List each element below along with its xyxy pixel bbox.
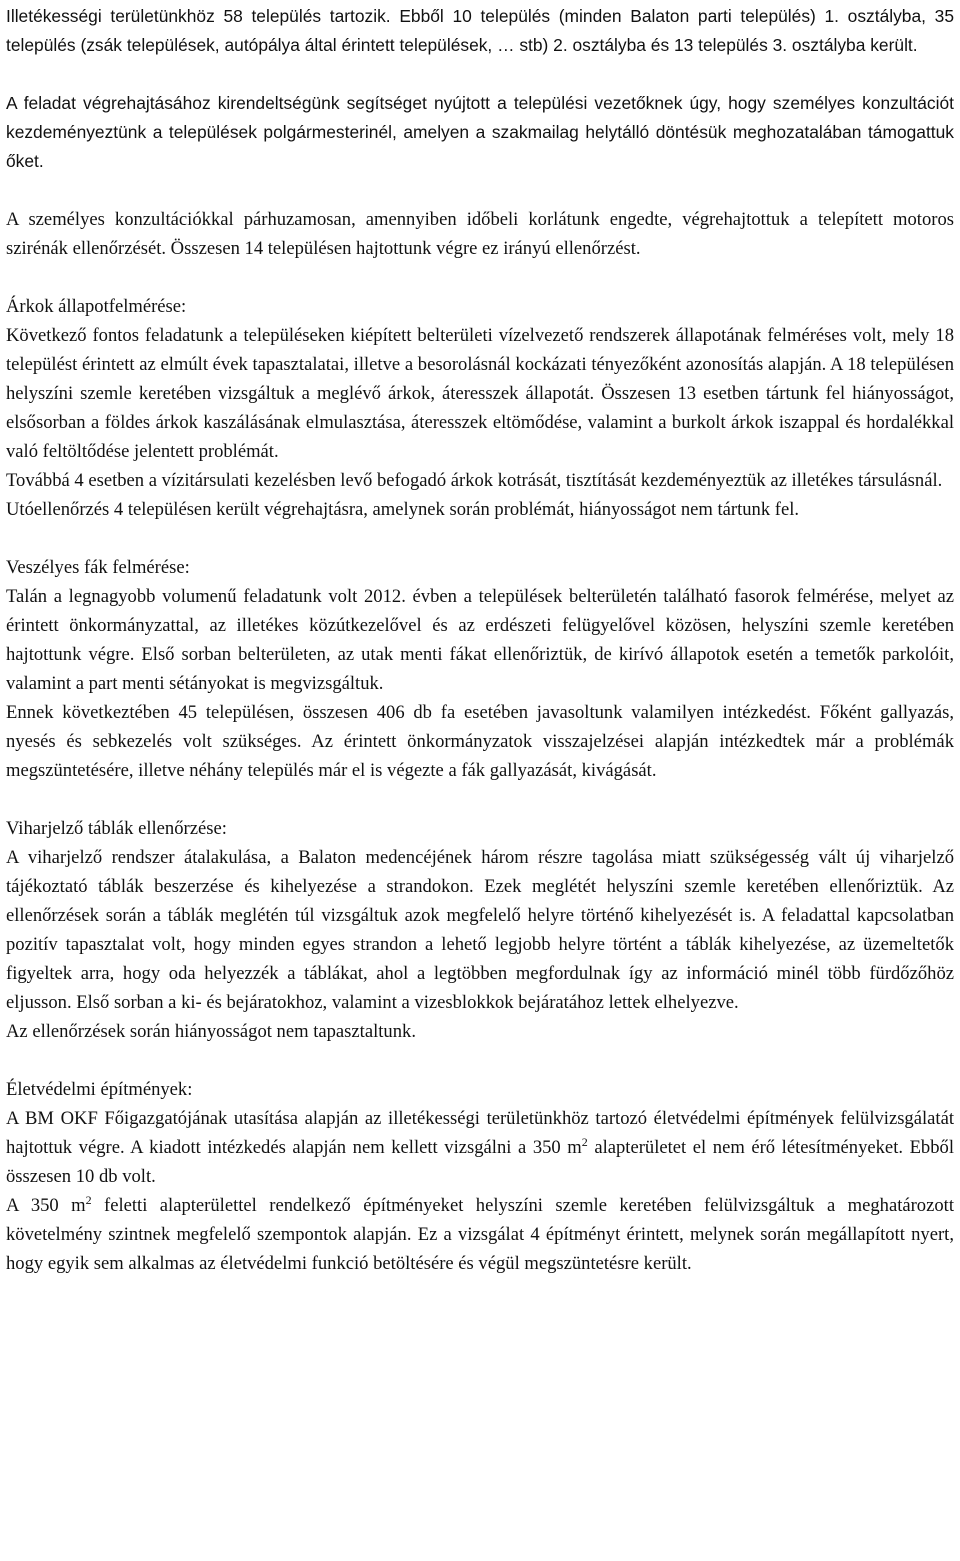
buildings-paragraph-2 bbox=[6, 1191, 954, 1278]
buildings-heading: Életvédelmi építmények: bbox=[6, 1079, 193, 1100]
buildings-p1-text-a: A BM OKF Főigazgatójának utasítása alapján az illetékességi területünkhöz tartozó életvédelmi építmények felülvizsgálatát hajtottuk végre. A kiadott intézkedés alapján nem kellett vizsgálni a 350 m bbox=[6, 1108, 954, 1158]
signs-paragraph-2: Az ellenőrzések során hiányosságot nem tapasztaltunk. bbox=[6, 1021, 416, 1042]
signs-heading: Viharjelző táblák ellenőrzése: bbox=[6, 818, 227, 839]
buildings-p1-superscript: 2 bbox=[581, 1135, 588, 1149]
signs-paragraph-1: A viharjelző rendszer átalakulása, a Balaton medencéjének három részre tagolása miatt szükségesség vált új viharjelző tájékoztató táblák beszerzése és kihelyezése a strandokon. Ezek meglétét helyszíni szemle keretében ellenőriztük. Az ellenőrzések során a táblák meglétén túl vizsgáltuk azok megfelelő helyre történő kihelyezését is. A feladattal kapcsolatban pozitív tapasztalat volt, hogy minden egyes strandon a lehető legjobb helyre történt a táblák kihelyezése, az üzemeltetők figyeltek arra, hogy oda helyezzék a táblákat, ahol a legtöbben megfordulnak így az információ minél több fürdőzőhöz eljusson. Első sorban a ki- és bejáratokhoz, valamint a vizesblokkok bejáratához lettek elhelyezve. bbox=[6, 847, 954, 1013]
document-page bbox=[6, 2, 954, 1278]
siren-check-paragraph bbox=[6, 205, 954, 263]
trees-paragraph-1: Talán a legnagyobb volumenű feladatunk volt 2012. évben a települések belterületén található fasorok felmérése, melyet az érintett önkormányzattal, az illetékes közútkezelővel és az erdészeti felügyelővel közösen, helyszíni szemle keretében hajtottunk végre. Első sorban belterületen, az utak menti fákat ellenőriztük, de kirívó állapotok esetén a temetők parkolóit, valamint a part menti sétányokat is megvizsgáltuk. bbox=[6, 586, 954, 694]
buildings-p2-superscript: 2 bbox=[85, 1193, 92, 1207]
buildings-paragraph-1 bbox=[6, 1104, 954, 1191]
siren-check-text-b: Összesen 14 településen hajtottunk végre ez irányú ellenőrzést. bbox=[166, 238, 641, 259]
intro-paragraph: Illetékességi területünkhöz 58 település tartozik. Ebből 10 település (minden Balaton parti település) 1. osztályba, 35 település (zsák települések, autópálya által érintett települések, … stb) 2. osztályba és 13 település 3. osztályba került. bbox=[6, 6, 954, 55]
buildings-p1-text-b: alapterületet el nem érő létesítményeket. Ebből összesen 10 db volt. bbox=[6, 1137, 954, 1187]
ditches-paragraph-1: Következő fontos feladatunk a településeken kiépített belterületi vízelvezető rendszerek állapotának felméréses volt, mely 18 települést érintett az elmúlt évek tapasztalatai, illetve a besorolásnál kockázati tényezőként azonosítás alapján. A 18 településen helyszíni szemle keretében vizsgáltuk a meglévő árkok, áteresszek állapotát. Összesen 13 esetben tártunk fel hiányosságot, elsősorban a földes árkok kaszálásának elmulasztása, áteresszek eltömődése, valamint a burkolt árkok iszappal és hordalékkal való feltöltődése jelentett problémát. bbox=[6, 325, 954, 462]
buildings-p2-text-b: feletti alapterülettel rendelkező építményeket helyszíni szemle keretében felülvizsgáltuk a meghatározott követelmény szintnek megfelelő szempontok alapján. Ez a vizsgálat 4 építményt érintett, melynek során megállapított nyert, hogy egyik sem alkalmas az életvédelmi funkció betöltésére és végül megszüntetésre került. bbox=[6, 1195, 954, 1274]
trees-heading: Veszélyes fák felmérése: bbox=[6, 557, 190, 578]
ditches-paragraph-2: Továbbá 4 esetben a vízitársulati kezelésben levő befogadó árkok kotrását, tisztítását kezdeményeztük az illetékes társulásnál. bbox=[6, 470, 943, 491]
ditches-heading: Árkok állapotfelmérése: bbox=[6, 296, 187, 317]
ditches-paragraph-3: Utóellenőrzés 4 településen került végrehajtásra, amelynek során problémát, hiányosságot nem tártunk fel. bbox=[6, 499, 800, 520]
buildings-p2-text-a: A 350 m bbox=[6, 1195, 86, 1216]
consultation-paragraph: A feladat végrehajtásához kirendeltségünk segítséget nyújtott a települési vezetőknek úgy, hogy személyes konzultációt kezdeményeztünk a települések polgármesterinél, amelyen a szakmailag helytálló döntésük meghozatalában támogattuk őket. bbox=[6, 93, 954, 171]
trees-paragraph-2: Ennek következtében 45 településen, összesen 406 db fa esetében javasoltunk valamilyen intézkedést. Főként gallyazás, nyesés és sebkezelés volt szükséges. Az érintett önkormányzatok visszajelzései alapján intézkedtek már a problémák megszüntetésére, illetve néhány település már el is végezte a fák gallyazását, kivágását. bbox=[6, 702, 954, 781]
siren-check-text-a: A személyes konzultációkkal párhuzamosan, amennyiben időbeli korlátunk engedte, végrehajtottuk a telepített motoros szirénák ellenőrzését. bbox=[6, 209, 954, 259]
